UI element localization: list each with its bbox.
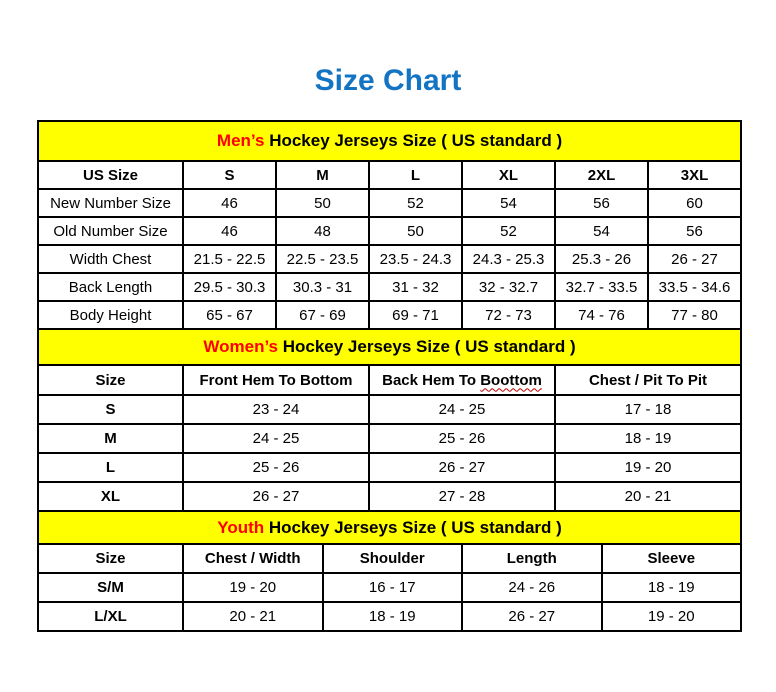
column-header: Shoulder xyxy=(323,544,463,573)
mens-table-title xyxy=(38,121,741,161)
table-cell: 56 xyxy=(648,217,741,245)
column-header: Size xyxy=(38,365,183,395)
table-cell: 52 xyxy=(462,217,555,245)
table-cell: 20 - 21 xyxy=(555,482,741,511)
row-label: Back Length xyxy=(38,273,183,301)
mens-table-title-rest: Hockey Jerseys Size ( US standard ) xyxy=(264,131,563,150)
table-cell: 25.3 - 26 xyxy=(555,245,648,273)
womens-table-band xyxy=(38,329,741,365)
row-label: M xyxy=(38,424,183,453)
table-row xyxy=(38,395,741,424)
column-header: S xyxy=(183,161,276,189)
table-row xyxy=(38,245,741,273)
size-tables-container xyxy=(37,120,740,632)
column-header: US Size xyxy=(38,161,183,189)
table-cell: 24 - 26 xyxy=(462,573,602,602)
table-cell: 56 xyxy=(555,189,648,217)
table-cell: 22.5 - 23.5 xyxy=(276,245,369,273)
table-cell: 25 - 26 xyxy=(369,424,555,453)
table-cell: 27 - 28 xyxy=(369,482,555,511)
column-header: M xyxy=(276,161,369,189)
column-header: Size xyxy=(38,544,183,573)
table-cell: 67 - 69 xyxy=(276,301,369,329)
table-cell: 26 - 27 xyxy=(183,482,369,511)
column-header: Sleeve xyxy=(602,544,742,573)
table-cell: 29.5 - 30.3 xyxy=(183,273,276,301)
youth-table-band xyxy=(38,511,741,544)
table-cell: 25 - 26 xyxy=(183,453,369,482)
column-header: 2XL xyxy=(555,161,648,189)
table-cell: 31 - 32 xyxy=(369,273,462,301)
table-cell: 48 xyxy=(276,217,369,245)
womens-table-title xyxy=(38,329,741,365)
row-label: S/M xyxy=(38,573,183,602)
table-cell: 26 - 27 xyxy=(648,245,741,273)
table-cell: 18 - 19 xyxy=(323,602,463,631)
row-label: Body Height xyxy=(38,301,183,329)
youth-size-table xyxy=(37,510,742,632)
table-cell: 26 - 27 xyxy=(369,453,555,482)
table-cell: 19 - 20 xyxy=(602,602,742,631)
table-cell: 32 - 32.7 xyxy=(462,273,555,301)
row-label: XL xyxy=(38,482,183,511)
table-cell: 19 - 20 xyxy=(555,453,741,482)
table-cell: 54 xyxy=(462,189,555,217)
misspelled-word: Boottom xyxy=(480,371,542,389)
womens-table-title-rest: Hockey Jerseys Size ( US standard ) xyxy=(278,337,576,356)
womens-column-header-row xyxy=(38,365,741,395)
table-cell: 74 - 76 xyxy=(555,301,648,329)
table-cell: 16 - 17 xyxy=(323,573,463,602)
table-cell: 18 - 19 xyxy=(555,424,741,453)
table-cell: 24 - 25 xyxy=(183,424,369,453)
table-row xyxy=(38,482,741,511)
column-header: L xyxy=(369,161,462,189)
table-cell: 54 xyxy=(555,217,648,245)
table-cell: 19 - 20 xyxy=(183,573,323,602)
youth-table-title xyxy=(38,511,741,544)
table-cell: 32.7 - 33.5 xyxy=(555,273,648,301)
table-cell: 77 - 80 xyxy=(648,301,741,329)
column-header: Chest / Width xyxy=(183,544,323,573)
table-cell: 23 - 24 xyxy=(183,395,369,424)
mens-table-band xyxy=(38,121,741,161)
table-row xyxy=(38,424,741,453)
mens-column-header-row xyxy=(38,161,741,189)
table-row xyxy=(38,217,741,245)
row-label: Width Chest xyxy=(38,245,183,273)
row-label: New Number Size xyxy=(38,189,183,217)
mens-size-table xyxy=(37,120,742,330)
table-cell: 72 - 73 xyxy=(462,301,555,329)
womens-size-table xyxy=(37,328,742,512)
row-label: L xyxy=(38,453,183,482)
table-row xyxy=(38,573,741,602)
womens-table-title-highlight: Women’s xyxy=(203,337,278,356)
table-cell: 26 - 27 xyxy=(462,602,602,631)
column-header: XL xyxy=(462,161,555,189)
table-cell: 23.5 - 24.3 xyxy=(369,245,462,273)
table-row xyxy=(38,602,741,631)
table-cell: 24.3 - 25.3 xyxy=(462,245,555,273)
page-title: Size Chart xyxy=(314,64,462,97)
table-cell: 20 - 21 xyxy=(183,602,323,631)
row-label: S xyxy=(38,395,183,424)
column-header: Length xyxy=(462,544,602,573)
column-header: Front Hem To Bottom xyxy=(183,365,369,395)
mens-table-title-highlight: Men’s xyxy=(216,131,265,150)
table-cell: 46 xyxy=(183,189,276,217)
table-cell: 50 xyxy=(369,217,462,245)
table-cell: 18 - 19 xyxy=(602,573,742,602)
youth-column-header-row xyxy=(38,544,741,573)
table-row xyxy=(38,273,741,301)
table-cell: 69 - 71 xyxy=(369,301,462,329)
table-cell: 65 - 67 xyxy=(183,301,276,329)
table-cell: 46 xyxy=(183,217,276,245)
table-cell: 30.3 - 31 xyxy=(276,273,369,301)
table-cell: 24 - 25 xyxy=(369,395,555,424)
table-cell: 33.5 - 34.6 xyxy=(648,273,741,301)
row-label: Old Number Size xyxy=(38,217,183,245)
table-cell: 21.5 - 22.5 xyxy=(183,245,276,273)
column-header-text: Back Hem To xyxy=(382,371,481,389)
table-cell: 50 xyxy=(276,189,369,217)
youth-table-title-rest: Hockey Jerseys Size ( US standard ) xyxy=(264,517,562,537)
table-row xyxy=(38,301,741,329)
row-label: L/XL xyxy=(38,602,183,631)
youth-table-title-highlight: Youth xyxy=(217,517,265,537)
column-header: Chest / Pit To Pit xyxy=(555,365,741,395)
table-row xyxy=(38,189,741,217)
table-cell: 60 xyxy=(648,189,741,217)
column-header: 3XL xyxy=(648,161,741,189)
table-cell: 52 xyxy=(369,189,462,217)
table-cell: 17 - 18 xyxy=(555,395,741,424)
table-row xyxy=(38,453,741,482)
column-header xyxy=(369,365,555,395)
